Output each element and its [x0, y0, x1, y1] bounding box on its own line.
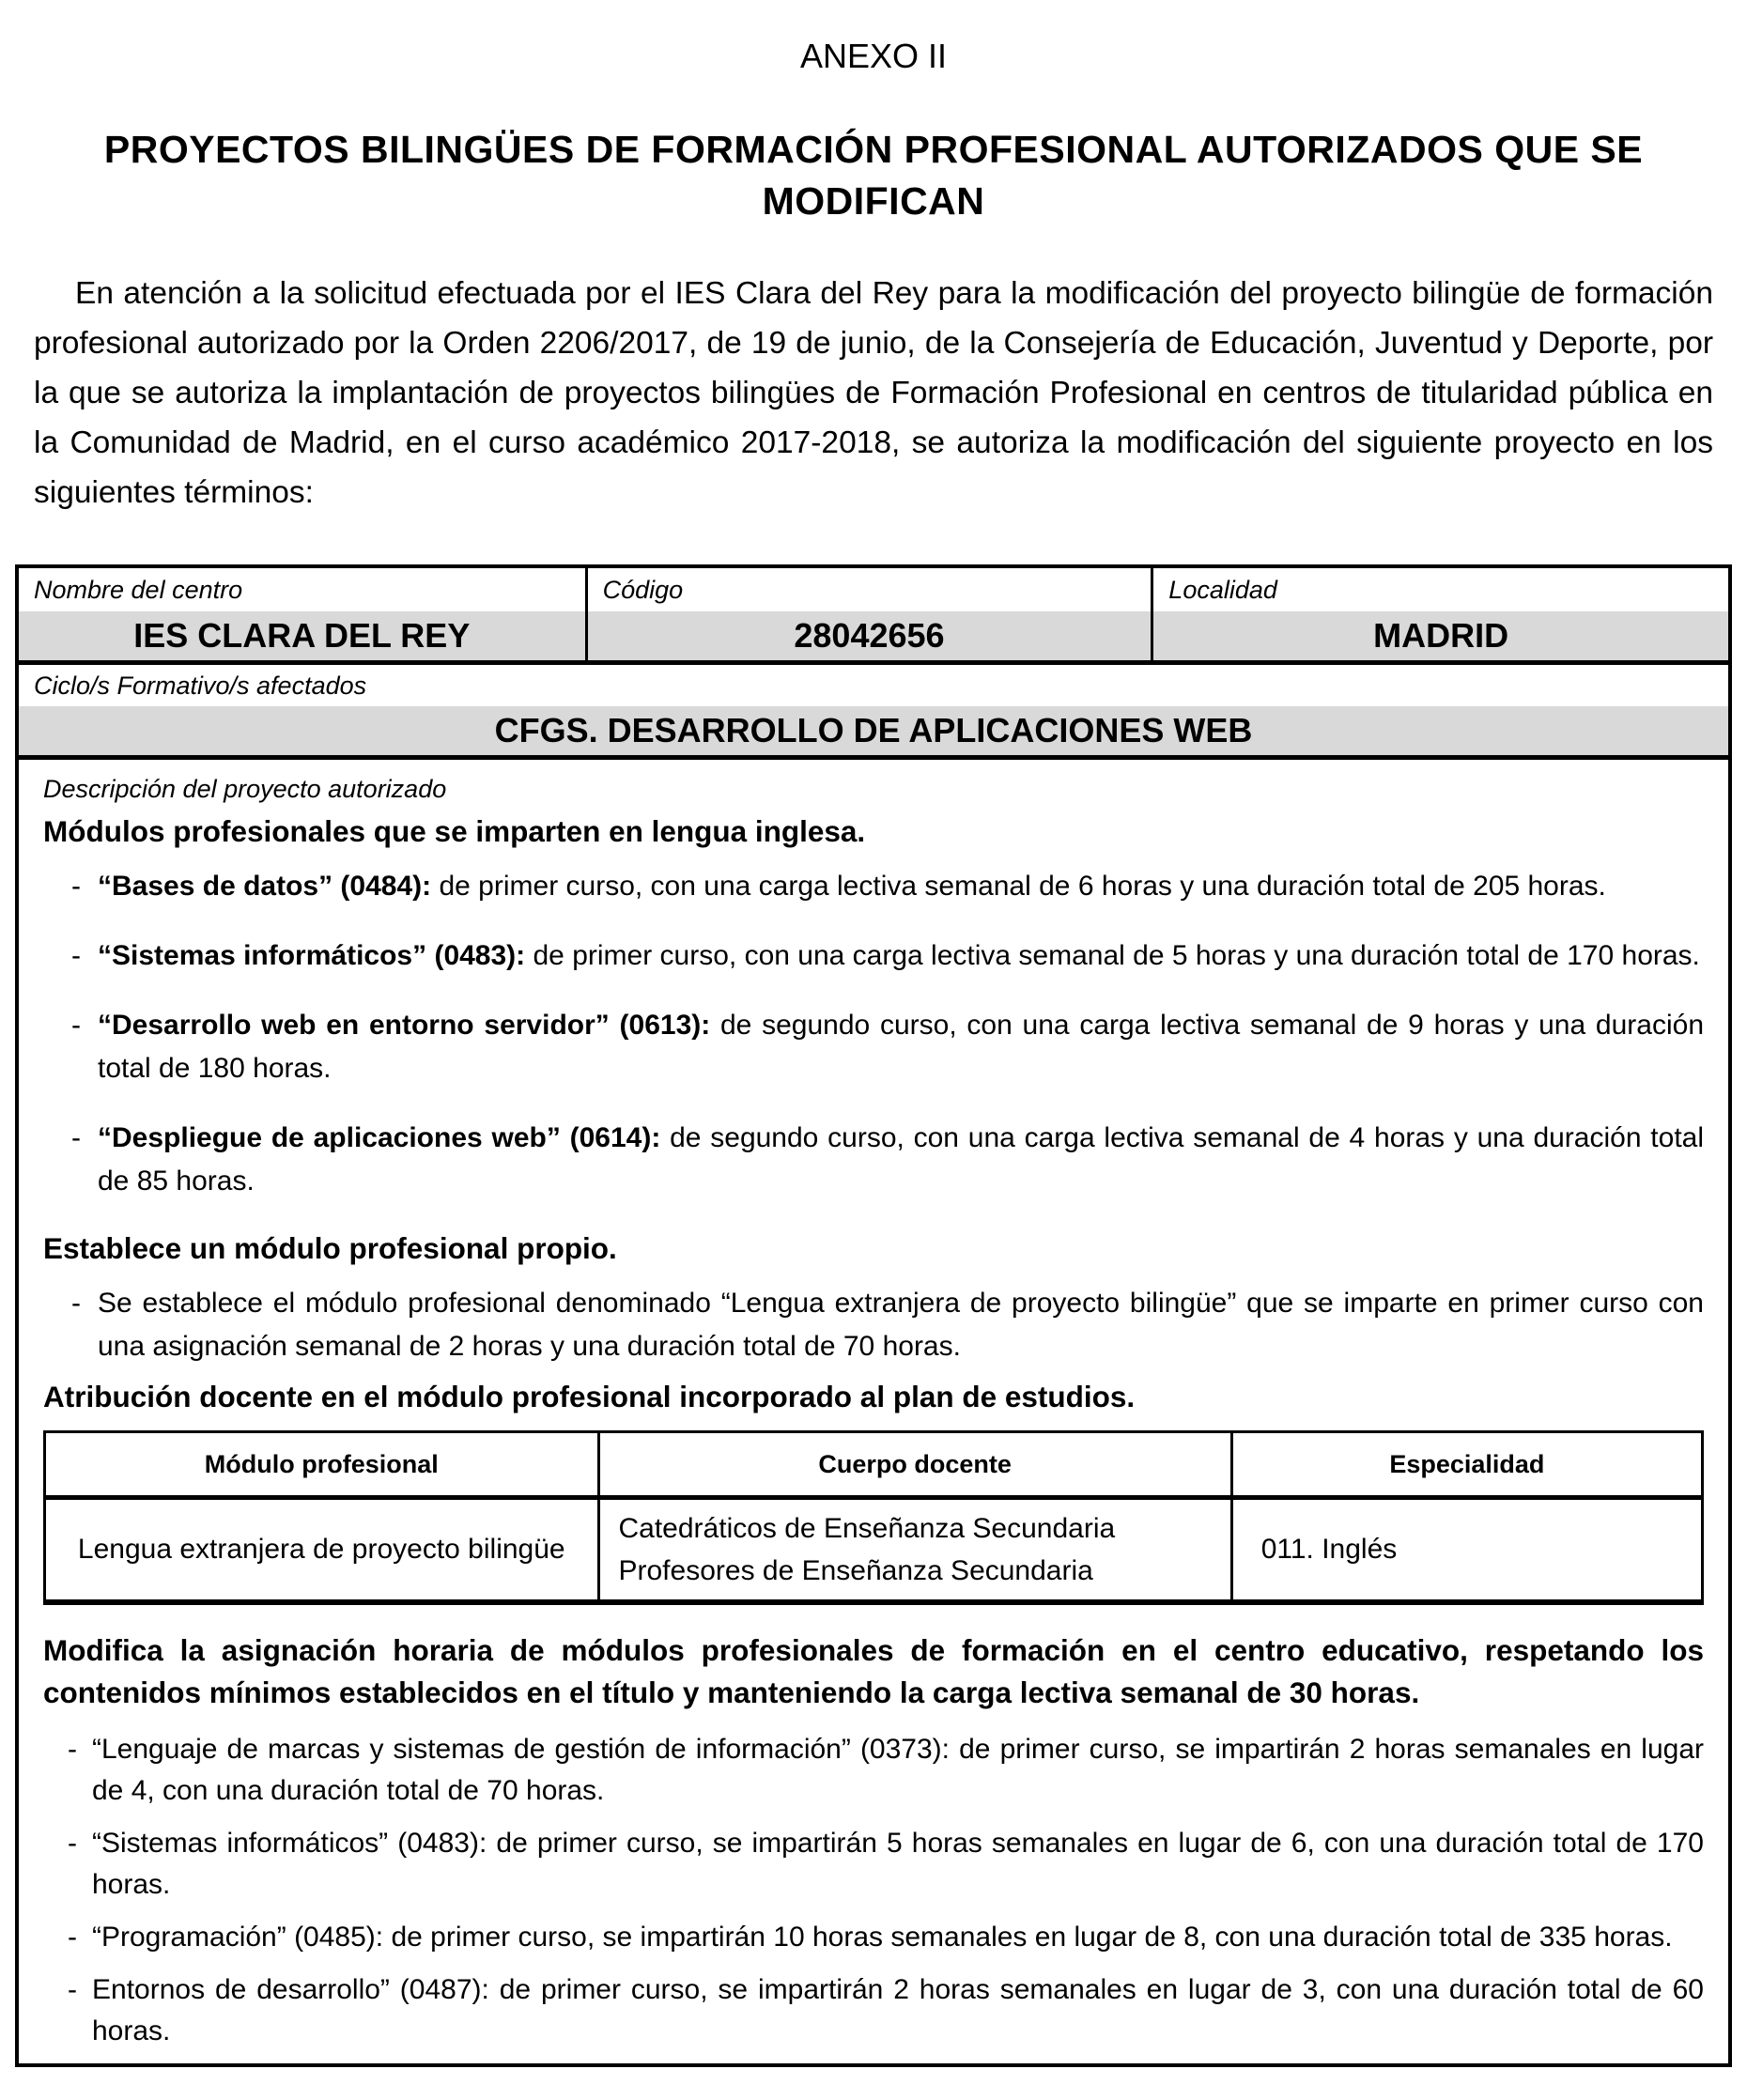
center-code-value: 28042656: [585, 611, 1152, 660]
module-detail: de segundo curso, con una carga lectiva semanal de 9 horas y una duración total de 180 horas.: [98, 1010, 1704, 1084]
center-locality-value: MADRID: [1151, 611, 1728, 660]
bullet-dash: -: [68, 1734, 77, 1765]
description-label: Descripción del proyecto autorizado: [43, 775, 447, 803]
bullet-dash: -: [71, 1122, 81, 1153]
module-cell: Lengua extranjera de proyecto bilingüe: [45, 1498, 599, 1603]
bullet-dash: -: [68, 1922, 77, 1953]
center-name-value: IES CLARA DEL REY: [19, 611, 585, 660]
own-module-text: Se establece el módulo profesional denominado “Lengua extranjera de proyecto bilingüe” que se imparte en primer curso con una asignación semanal de 2 horas y una duración total de 70 horas.: [98, 1288, 1704, 1362]
own-module-heading: Establece un módulo profesional propio.: [43, 1231, 617, 1265]
own-module-list: [43, 1282, 1704, 1368]
module-name: “Despliegue de aplicaciones web” (0614):: [98, 1122, 661, 1153]
list-item: [43, 1969, 1704, 2052]
column-header-module: Módulo profesional: [45, 1432, 599, 1498]
intro-paragraph: En atención a la solicitud efectuada por el IES Clara del Rey para la modificación del proyecto bilingüe de formación profesional autorizado por la Orden 2206/2017, de 19 de junio, de la Consejería de Educación, Juventud y Deporte, por la que se autoriza la implantación de proyectos bilingües de Formación Profesional en centros de titularidad pública en la Comunidad de Madrid, en el curso académico 2017-2018, se autoriza la modificación del siguiente proyecto en los siguientes términos:: [34, 276, 1713, 510]
module-detail: de primer curso, con una carga lectiva semanal de 6 horas y una duración total de 205 horas.: [431, 871, 1606, 902]
center-name-label: Nombre del centro: [34, 576, 243, 604]
bullet-dash: -: [71, 871, 81, 902]
module-detail: de primer curso, con una carga lectiva semanal de 5 horas y una duración total de 170 horas.: [525, 940, 1700, 971]
schedule-list: [43, 1729, 1704, 2052]
center-values-row: [19, 611, 1728, 660]
list-item: [43, 1729, 1704, 1812]
teaching-body-line: Profesores de Enseñanza Secundaria: [618, 1555, 1093, 1586]
bullet-dash: -: [71, 1010, 81, 1041]
list-item: [43, 1917, 1704, 1958]
description-section: [19, 760, 1728, 2052]
schedule-item-text: Entornos de desarrollo” (0487): de primer curso, se impartirán 2 horas semanales en lugar de 3, con una duración total de 60 horas.: [92, 1974, 1704, 2046]
attribution-table: [43, 1430, 1704, 1605]
module-name: “Bases de datos” (0484):: [98, 871, 432, 902]
specialty-cell: 011. Inglés: [1231, 1498, 1702, 1603]
schedule-heading: Modifica la asignación horaria de módulos profesionales de formación en el centro educativo, respetando los contenidos mínimos establecidos en el título y manteniendo la carga lectiva semanal de 30 horas.: [43, 1633, 1704, 1709]
list-item: [43, 1823, 1704, 1906]
module-name: “Sistemas informáticos” (0483):: [98, 940, 526, 971]
center-locality-label: Localidad: [1151, 568, 1728, 611]
document-title: PROYECTOS BILINGÜES DE FORMACIÓN PROFESIONAL AUTORIZADOS QUE SE MODIFICAN: [103, 128, 1644, 223]
list-item: [43, 1117, 1704, 1203]
bullet-dash: -: [71, 940, 81, 971]
list-item: [43, 1282, 1704, 1368]
attribution-header-row: [45, 1432, 1703, 1498]
list-item: [43, 934, 1704, 978]
cycles-value: CFGS. DESARROLLO DE APLICACIONES WEB: [19, 706, 1728, 755]
schedule-item-text: “Programación” (0485): de primer curso, se impartirán 10 horas semanales en lugar de 8, con una duración total de 335 horas.: [92, 1922, 1673, 1953]
bullet-dash: -: [68, 1974, 77, 2005]
module-detail: de segundo curso, con una carga lectiva semanal de 4 horas y una duración total de 85 horas.: [98, 1122, 1705, 1197]
center-code-label: Código: [585, 568, 1152, 611]
modules-heading: Módulos profesionales que se imparten en lengua inglesa.: [43, 814, 866, 848]
list-item: [43, 865, 1704, 908]
table-row: [45, 1498, 1703, 1603]
module-name: “Desarrollo web en entorno servidor” (0613):: [98, 1010, 711, 1041]
center-info-table: [15, 564, 1732, 2067]
center-labels-row: [19, 568, 1728, 611]
schedule-item-text: “Lenguaje de marcas y sistemas de gestión de información” (0373): de primer curso, se impartirán 2 horas semanales en lugar de 4, con una duración total de 70 horas.: [92, 1734, 1704, 1806]
attribution-heading: Atribución docente en el módulo profesional incorporado al plan de estudios.: [43, 1380, 1136, 1413]
cycles-label: Ciclo/s Formativo/s afectados: [34, 672, 367, 700]
teaching-body-line: Catedráticos de Enseñanza Secundaria: [618, 1513, 1116, 1544]
modules-list: [43, 865, 1704, 1203]
bullet-dash: -: [71, 1288, 81, 1319]
list-item: [43, 1004, 1704, 1090]
bullet-dash: -: [68, 1828, 77, 1859]
teaching-body-cell: [598, 1498, 1231, 1603]
column-header-specialty: Especialidad: [1231, 1432, 1702, 1498]
annex-label: ANEXO II: [799, 37, 948, 75]
schedule-item-text: “Sistemas informáticos” (0483): de primer curso, se impartirán 5 horas semanales en lugar de 6, con una duración total de 170 horas.: [92, 1828, 1704, 1900]
column-header-body: Cuerpo docente: [598, 1432, 1231, 1498]
